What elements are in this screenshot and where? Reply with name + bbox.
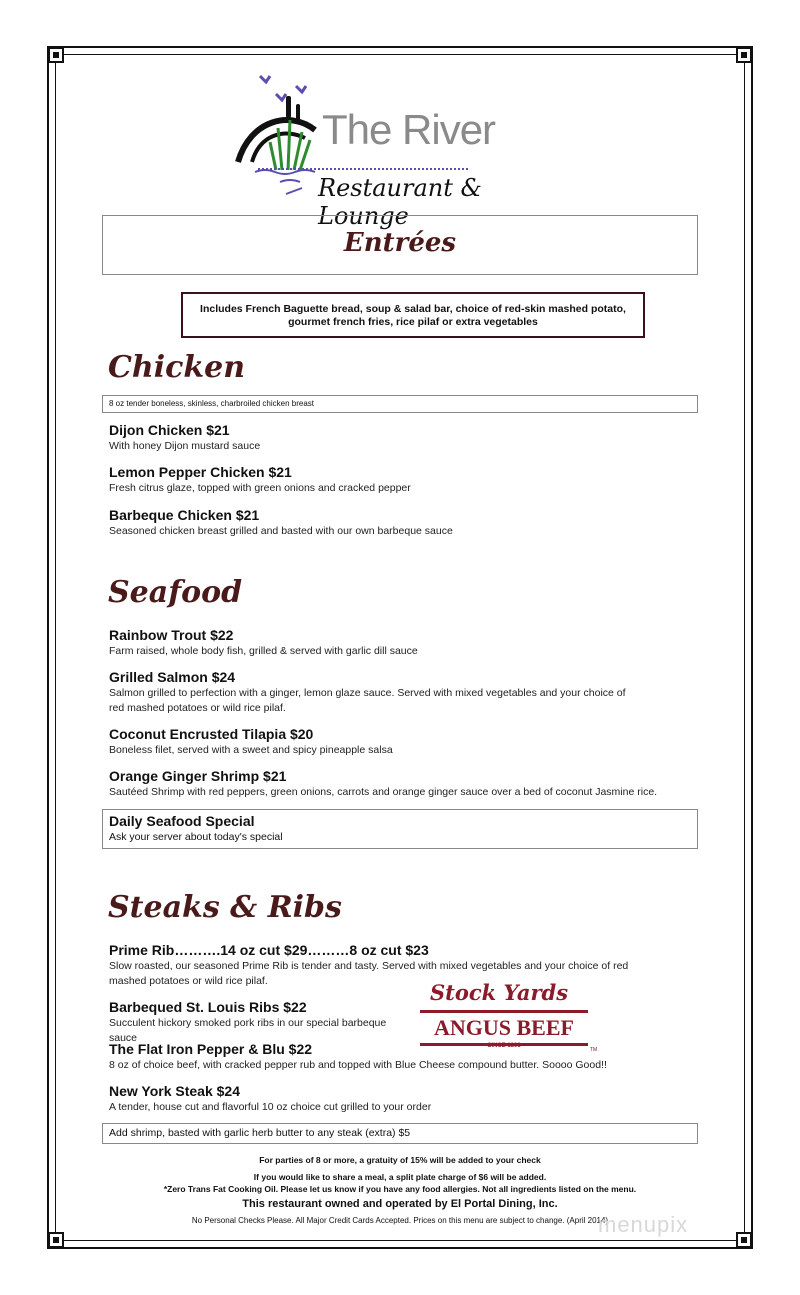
menu-item-desc: Boneless filet, served with a sweet and spicy pineapple salsa <box>109 744 393 756</box>
special-desc: Ask your server about today's special <box>109 831 283 843</box>
includes-box <box>181 292 645 338</box>
menu-item-name: Dijon Chicken $21 <box>109 422 230 438</box>
menu-item-desc: Fresh citrus glaze, topped with green onions and cracked pepper <box>109 482 411 494</box>
footer-checks: No Personal Checks Please. All Major Credit Cards Accepted. Prices on this menu are subject to change. (April 2014) <box>191 1216 609 1225</box>
badge-tm: TM <box>590 1047 598 1053</box>
menu-item-name: Prime Rib……….14 oz cut $29………8 oz cut $23 <box>109 942 429 958</box>
reeds-logo-icon <box>230 70 325 205</box>
frame-corner-tr <box>736 47 752 63</box>
watermark: menupix <box>598 1212 689 1237</box>
menu-item-name: Grilled Salmon $24 <box>109 669 236 685</box>
menu-item-desc: Succulent hickory smoked pork ribs in our special barbeque sauce <box>109 1017 387 1044</box>
footer-owner: This restaurant owned and operated by El Portal Dining, Inc. <box>242 1198 558 1210</box>
badge-top-text: Stock Yards <box>430 980 569 1005</box>
footer-oil: *Zero Trans Fat Cooking Oil. Please let us know if you have any food allergies. Not all ingredients listed on the menu. <box>163 1184 637 1194</box>
chicken-title: Chicken <box>108 350 246 385</box>
menu-item-desc: Slow roasted, our seasoned Prime Rib is tender and tasty. Served with mixed vegetables and your choice of red mashed potatoes or wild rice pilaf. <box>109 960 629 987</box>
steaks-title: Steaks & Ribs <box>108 890 342 925</box>
menu-item-desc: Farm raised, whole body fish, grilled & served with garlic dill sauce <box>109 645 418 657</box>
page-title: Entrées <box>343 228 457 258</box>
menu-item-name: Rainbow Trout $22 <box>109 627 234 643</box>
special-name: Daily Seafood Special <box>109 813 255 829</box>
logo-name: The River <box>322 106 496 153</box>
chicken-note: 8 oz tender boneless, skinless, charbroiled chicken breast <box>109 399 314 408</box>
menu-item-name: Barbeque Chicken $21 <box>109 507 260 523</box>
badge-bottom-text: ANGUS BEEF <box>434 1015 574 1040</box>
menu-item-name: Barbequed St. Louis Ribs $22 <box>109 999 307 1015</box>
frame-corner-tl <box>48 47 64 63</box>
menu-item-name: The Flat Iron Pepper & Blu $22 <box>109 1041 313 1057</box>
badge-since: SINCE 1893 <box>487 1043 521 1049</box>
badge-banner <box>420 1010 588 1046</box>
menu-item-name: Orange Ginger Shrimp $21 <box>109 768 287 784</box>
daily-special-box <box>102 809 698 849</box>
entrees-header-box <box>102 215 698 275</box>
menu-item-desc: Sautéed Shrimp with red peppers, green onions, carrots and orange ginger sauce over a bed of coconut Jasmine rice. <box>109 786 658 798</box>
menu-item-name: Coconut Encrusted Tilapia $20 <box>109 726 314 742</box>
includes-text: Includes French Baguette bread, soup & salad bar, choice of red-skin mashed potato, gourmet french fries, rice pilaf or extra vegetables <box>200 303 626 328</box>
menu-item-name: Lemon Pepper Chicken $21 <box>109 464 292 480</box>
menu-item-desc: With honey Dijon mustard sauce <box>109 440 261 452</box>
footer-split: If you would like to share a meal, a split plate charge of $6 will be added. <box>253 1172 547 1182</box>
addon-box <box>102 1123 698 1144</box>
frame-corner-br <box>736 1232 752 1248</box>
angus-beef-badge <box>418 980 598 1056</box>
frame-corner-bl <box>48 1232 64 1248</box>
menu-item-name: New York Steak $24 <box>109 1083 241 1099</box>
seafood-title: Seafood <box>108 575 243 610</box>
chicken-note-box <box>102 395 698 413</box>
addon-text: Add shrimp, basted with garlic herb butter to any steak (extra) $5 <box>109 1127 411 1139</box>
footer-gratuity: For parties of 8 or more, a gratuity of 15% will be added to your check <box>259 1155 541 1165</box>
logo <box>230 70 560 230</box>
menu-item-desc: Seasoned chicken breast grilled and basted with our own barbeque sauce <box>109 525 453 537</box>
menu-item-desc: A tender, house cut and flavorful 10 oz choice cut grilled to your order <box>109 1101 432 1113</box>
menu-item-desc: 8 oz of choice beef, with cracked pepper rub and topped with Blue Cheese compound butter. Soooo Good!! <box>109 1059 607 1071</box>
logo-subtitle: Restaurant & Lounge <box>318 174 482 230</box>
menu-item-desc: Salmon grilled to perfection with a ginger, lemon glaze sauce. Served with mixed vegetables and your choice of red mashed potatoes or wild rice pilaf. <box>109 687 626 714</box>
